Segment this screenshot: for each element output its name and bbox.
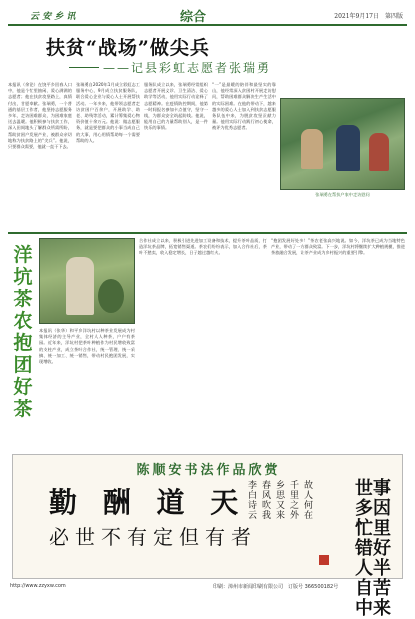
- calligraphy-couplet: 必世不有定但有者: [49, 525, 257, 549]
- issue-date: 2021年9月17日 第四版: [334, 13, 403, 20]
- calligraphy-title: 陈顺安书法作品欣赏: [136, 463, 281, 478]
- article2-column-2: 合作社成立以来，积极引进先进加工设备和技术，提升茶叶品质，打造洋坑茶品牌，拓宽销售渠道。茶农们纷纷表示，加入合作社后，茶叶不愁卖，收入稳定增长，日子越过越红火。: [139, 238, 267, 256]
- photo-tea-bush: [98, 279, 124, 313]
- masthead-brand: 云 安 乡 讯: [30, 12, 76, 22]
- calligraphy-poem-column: 李白诗云: [247, 481, 257, 521]
- footer: [8, 583, 407, 591]
- article1-column-1: 本报讯（余论）在饶平乡回春人口中，他是个忙里抽闲、爱心满满的志愿者；他在扶贫攻坚路上，真情付出，甘愿奉献。张瑞勇，一个普通的基层工作者，他坚持志愿服务多年，走访困难群众，为困难家庭送去温暖。他积极参与扶贫工作，深入田间地头了解群众所需所盼，帮助贫困户发展产业，被群众亲切地称为扶贫路上的“尖兵”。他说，只要群众需要，他就一直干下去。: [8, 82, 72, 150]
- article1-column-2: 张瑞勇自2020年1月成立彩虹志工服务中心，9月成立扶贫服务队，联合爱心企业与爱心人士开展帮扶活动。一年多来，他带领志愿者走访贫困户百余户，开展助学、助老、助残等活动，累计筹集爱心物资价值十余万元。他说：做志愿服务，就是要把群众的小事当成自己的大事，用心用情帮助每一个需要帮助的人。: [76, 82, 140, 143]
- tea-farmer-photo: [39, 238, 135, 324]
- footer-print-info: 印刷：漳州市新闻印刷有限公司 订版号 366500182号: [213, 584, 339, 590]
- article-headline: 扶贫“战场”做尖兵: [46, 37, 210, 59]
- section-title: 综合: [180, 10, 207, 25]
- photo-caption: 张瑞勇在帮扶户家中走访慰问: [315, 192, 370, 197]
- newspaper-page: [8, 6, 407, 619]
- calligraphy-poem-column: 故人何在: [303, 481, 313, 521]
- calligraphy-couplet-vertical: 世事多因忙里错好人半自苦中来: [355, 478, 391, 619]
- calligraphy-poem-column: 春风吹我: [261, 481, 271, 521]
- calligraphy-main-work: 勤 酬 道 天: [49, 486, 247, 519]
- article-subhead: ——记县彩虹志愿者张瑞勇: [103, 61, 272, 75]
- photo-person: [369, 133, 389, 171]
- masthead: [8, 6, 407, 26]
- calligraphy-poem-column: 乡思又来: [275, 481, 285, 521]
- volunteer-photo: [280, 98, 405, 190]
- footer-url[interactable]: http://www.zzyxw.com: [10, 583, 66, 589]
- photo-person: [336, 125, 360, 171]
- photo-person: [66, 257, 94, 315]
- photo-person: [301, 129, 323, 169]
- article2-column-1: 本报讯（张华）和平乡洋坑村以种茶业发展成为村集体经济的主导产业，全村人人种茶，户户有茶园。近年来，洋坑村把茶叶种植作为村民增收致富的支柱产业，成立茶叶合作社，统一管理、统一采摘、统一加工、统一销售，带动村民抱团发展，实现增收。: [39, 328, 135, 365]
- article1-column-4: “一”是最暖的陪伴和最坚实的靠山，他经常深入贫困村开展走访慰问，帮助困难群众解决生产生活中的实际困难。在他的带动下，越来越多的爱心人士加入到扶贫志愿服务队伍中来，为脱贫攻坚贡献力量。他用实际行动践行初心使命，被评为优秀志愿者。: [212, 82, 276, 131]
- article2-column-3: “抱团发展好处多！”茶农老张高兴地说。如今，洋坑茶已成为当地特色产业，带动了一方群众致富。下一步，洋坑村将继续扩大种植规模，推进茶旅融合发展，让茶产业成为乡村振兴的重要引擎。: [271, 238, 406, 256]
- section-divider: [8, 232, 407, 234]
- vertical-headline: 洋坑茶农抱团好茶: [13, 244, 33, 420]
- calligraphy-poem-column: 千里之外: [289, 481, 299, 521]
- red-seal-stamp: [319, 555, 329, 565]
- article1-column-3: 服务队成立以来，张瑞勇经常组织志愿者开展义诊、卫生清洁、爱心助学等活动，他用实际行动诠释了志愿精神。在疫情防控期间，他第一时间报名参加卡点值守，坚守一线，为群众安全筑起防线。他说，能用自己的力量帮助别人，是一件快乐的事情。: [144, 82, 208, 131]
